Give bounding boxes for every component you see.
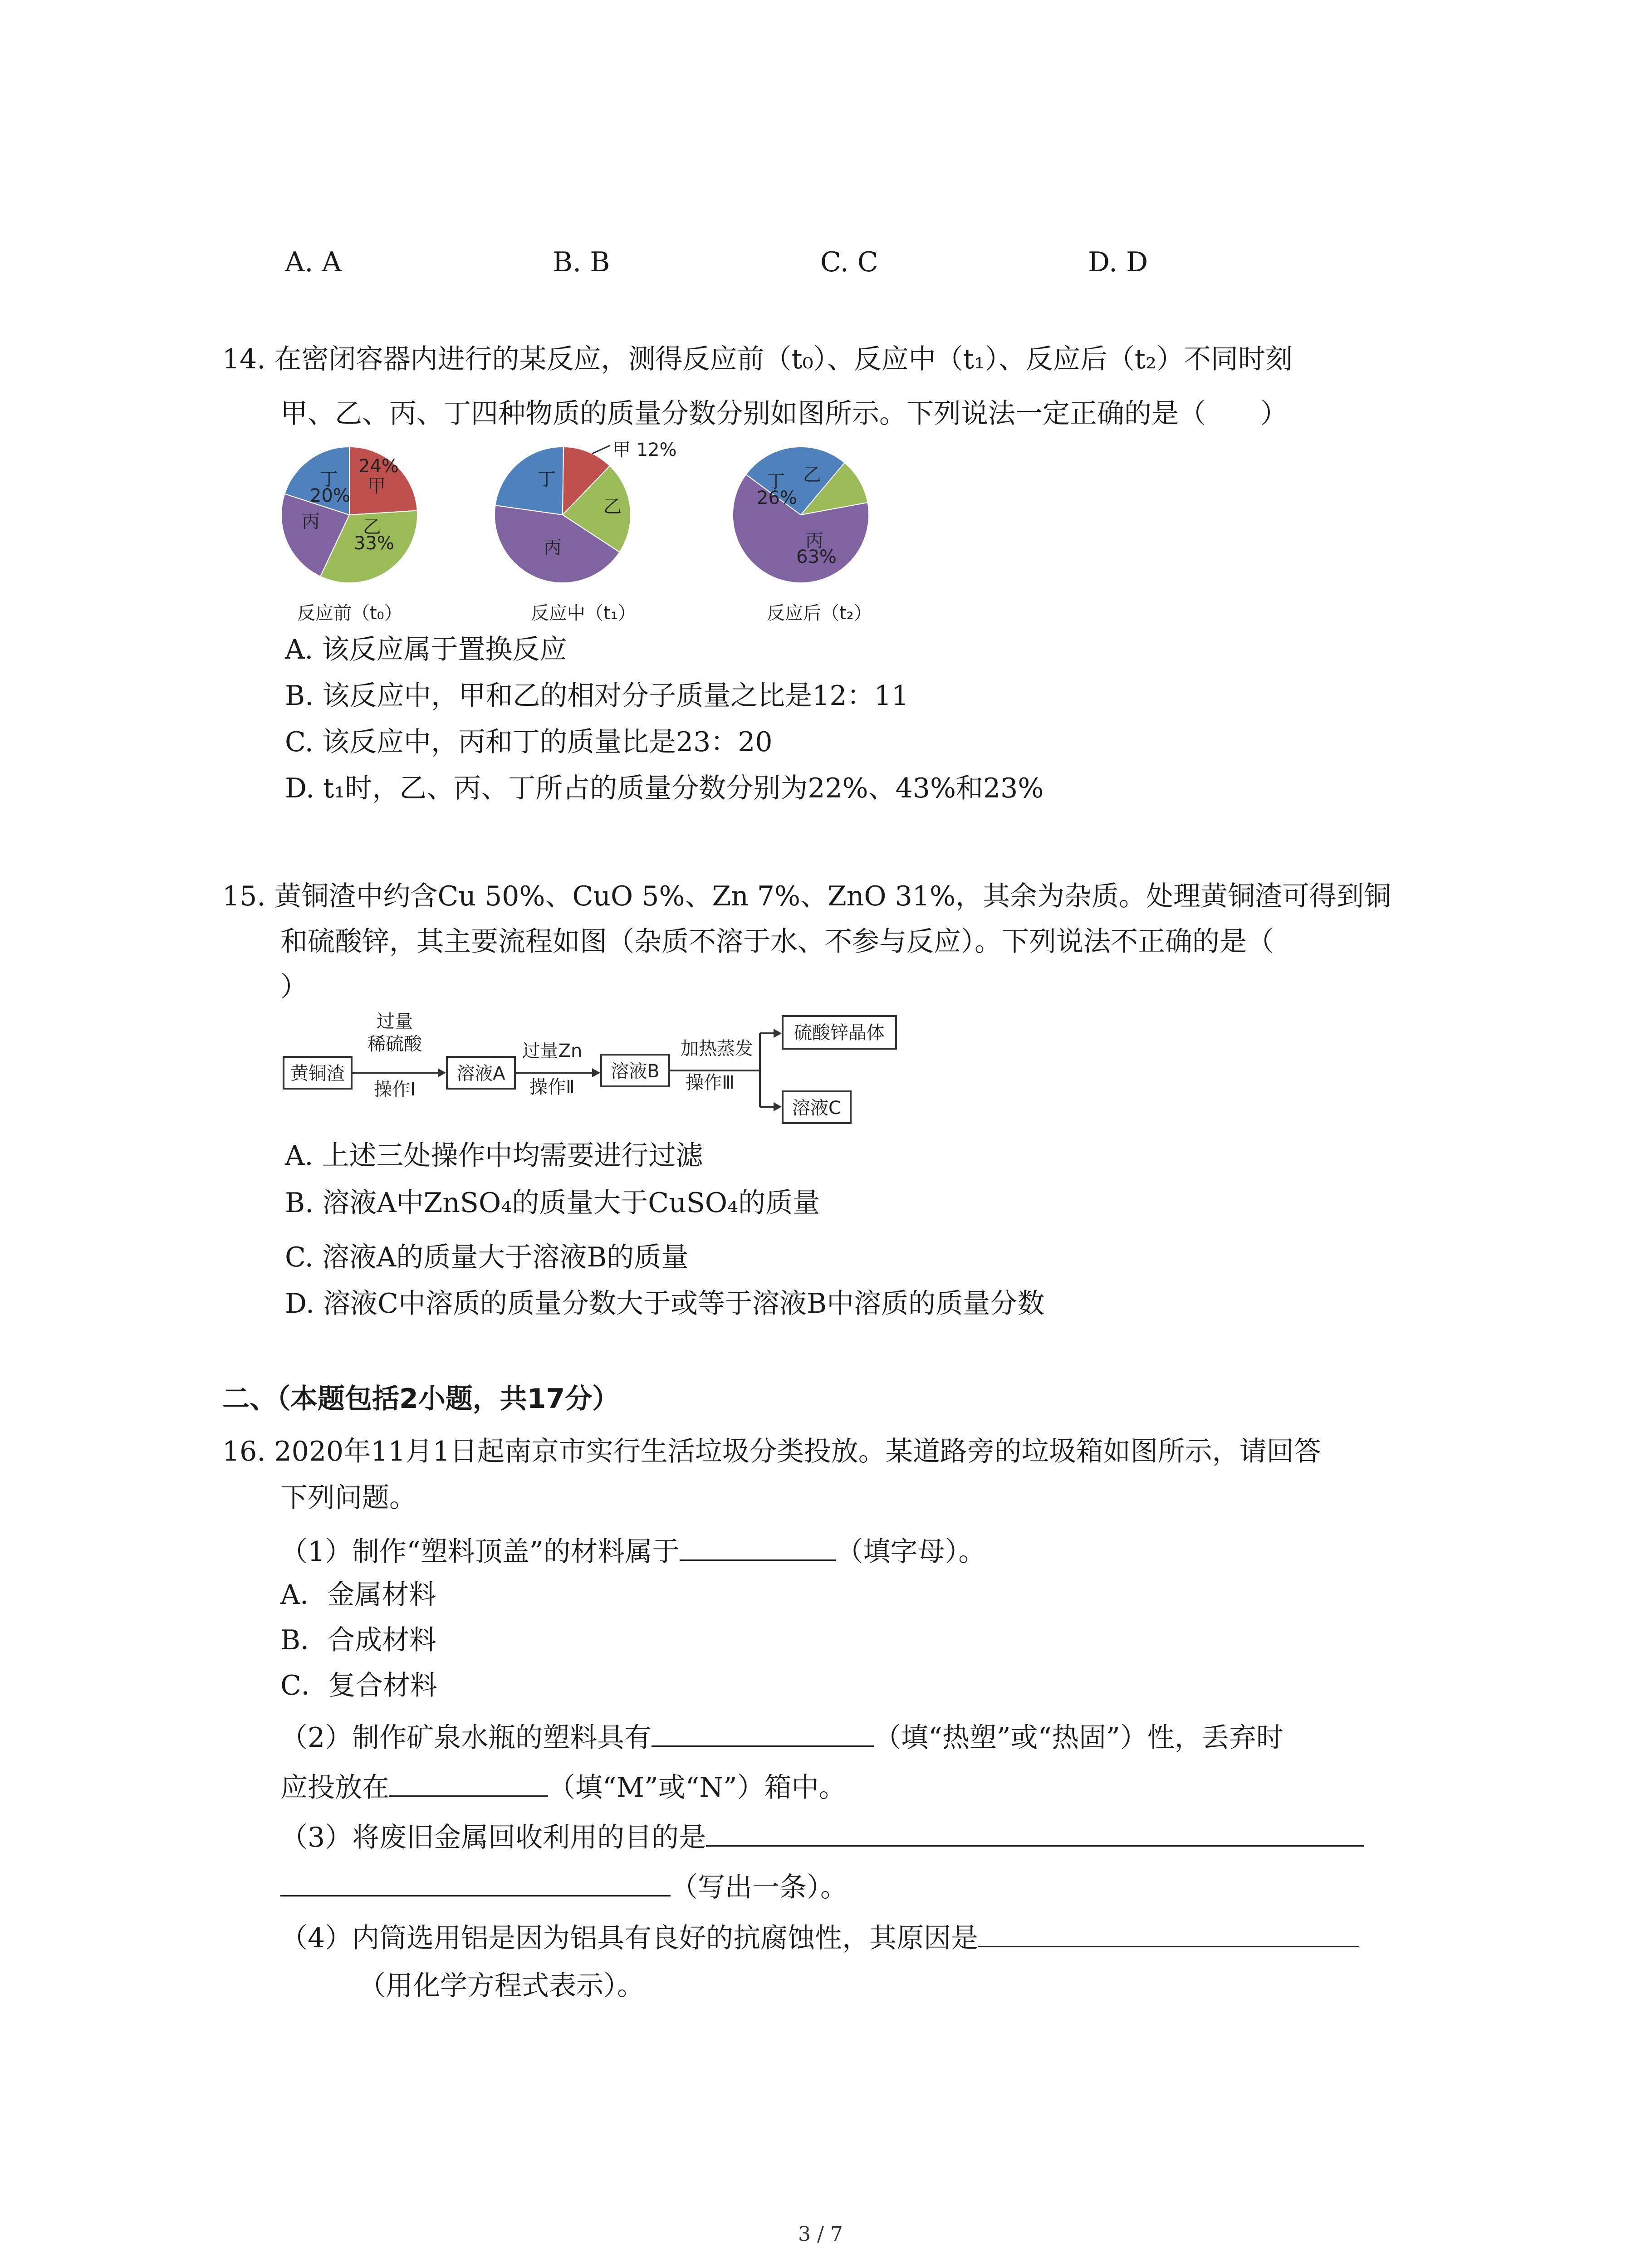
q16-stem-line1: 16. 2020年11月1日起南京市实行生活垃圾分类投放。某道路旁的垃圾箱如图所示，请回答	[222, 1436, 1321, 1467]
q15-option-b: B. 溶液A中ZnSO₄的质量大于CuSO₄的质量	[285, 1187, 820, 1219]
page-number: 3 / 7	[798, 2223, 843, 2246]
q16-part4-prefix: （4）内筒选用铝是因为铝具有良好的抗腐蚀性，其原因是	[280, 1922, 979, 1954]
flow-step1-c: 操作Ⅰ	[374, 1079, 416, 1100]
q13-option-c: C. C	[820, 246, 878, 278]
pie2-label-ding-pct: 26%	[757, 488, 797, 508]
q16-part2-prefix: （2）制作矿泉水瓶的塑料具有	[280, 1722, 652, 1754]
q14-option-b: B. 该反应中，甲和乙的相对分子质量之比是12：11	[285, 680, 909, 712]
pie0-label-bing: 丙	[302, 511, 320, 532]
pie2-caption: 反应后（t₂）	[767, 603, 872, 624]
section-2-title: 二、（本题包括2小题，共17分）	[222, 1383, 620, 1415]
q16-part3-suffix: （写出一条）。	[671, 1872, 847, 1903]
q16-stem-line2: 下列问题。	[280, 1482, 416, 1514]
q16-part3-line2	[280, 1867, 847, 1906]
q16-part1-option-c: C．复合材料	[280, 1670, 437, 1701]
q16-part3-answer-blank-1[interactable]	[706, 1817, 1364, 1847]
q16-part1-option-b: B．合成材料	[280, 1624, 437, 1656]
q16-part2-line2-prefix: 应投放在	[280, 1772, 389, 1804]
q16-part2-suffix: （填“热塑”或“热固”）性，丢弃时	[874, 1722, 1283, 1754]
pie-during-leader-line	[592, 445, 610, 454]
pie1-label-bing: 丙	[544, 537, 562, 558]
pie0-label-yi-pct: 33%	[354, 533, 394, 554]
flow-step2-b: 操作Ⅱ	[529, 1077, 575, 1098]
pie1-label-ding: 丁	[538, 469, 556, 490]
pie1-caption: 反应中（t₁）	[531, 603, 636, 624]
q16-part2-answer-blank-2[interactable]	[389, 1767, 548, 1797]
q14-stem-line1: 14. 在密闭容器内进行的某反应，测得反应前（t₀）、反应中（t₁）、反应后（t₂）不同时刻	[222, 343, 1293, 375]
q16-part3-answer-blank-2[interactable]	[280, 1867, 671, 1897]
flow-box-solution-b-text: 溶液B	[611, 1061, 660, 1082]
q15-flowchart	[279, 1002, 914, 1139]
pie2-label-bing: 丙	[805, 530, 823, 551]
flow-box-solution-c-text: 溶液C	[792, 1098, 841, 1119]
flow-box-brass-text: 黄铜渣	[290, 1063, 345, 1084]
flow-box-zinc-sulfate-text: 硫酸锌晶体	[794, 1022, 885, 1043]
pie0-label-yi: 乙	[363, 517, 381, 538]
pie0-label-jia: 甲	[367, 476, 386, 497]
pie0-label-ding: 丁	[320, 469, 338, 490]
q16-part2-line1	[280, 1717, 1283, 1756]
flow-step3-b: 操作Ⅲ	[686, 1072, 735, 1093]
q15-option-a: A. 上述三处操作中均需要进行过滤	[285, 1140, 703, 1172]
flow-step3-a: 加热蒸发	[681, 1038, 753, 1059]
q16-part1-prefix: （1）制作“塑料顶盖”的材料属于	[280, 1536, 680, 1568]
q15-option-d: D. 溶液C中溶质的质量分数大于或等于溶液B中溶质的质量分数	[285, 1288, 1045, 1320]
q16-part1-answer-blank[interactable]	[680, 1531, 836, 1561]
flow-box-solution-a-text: 溶液A	[456, 1063, 505, 1084]
q16-part1-suffix: （填字母）。	[836, 1536, 986, 1568]
q15-stem-line1: 15. 黄铜渣中约含Cu 50%、CuO 5%、Zn 7%、ZnO 31%，其余为杂质。处理黄铜渣可得到铜	[222, 880, 1391, 912]
q16-part2-line2-suffix: （填“M”或“N”）箱中。	[548, 1772, 846, 1804]
flow-step1-a: 过量	[377, 1011, 413, 1032]
q16-part3-prefix: （3）将废旧金属回收利用的目的是	[280, 1822, 706, 1853]
q16-part4-answer-blank[interactable]	[978, 1918, 1359, 1947]
pie1-label-jia: 甲 12%	[612, 440, 677, 460]
q16-part2-answer-blank-1[interactable]	[652, 1717, 874, 1747]
q15-stem-line2: 和硫酸锌，其主要流程如图（杂质不溶于水、不参与反应）。下列说法不正确的是（	[280, 926, 1274, 958]
q14-option-d: D. t₁时，乙、丙、丁所占的质量分数分别为22%、43%和23%	[285, 772, 1044, 804]
q16-part2-line2	[280, 1767, 846, 1806]
q14-option-c: C. 该反应中，丙和丁的质量比是23：20	[285, 726, 773, 758]
q13-option-b: B. B	[553, 246, 610, 278]
q14-stem-line2: 甲、乙、丙、丁四种物质的质量分数分别如图所示。下列说法一定正确的是（ ）	[280, 398, 1288, 430]
pie2-label-ding: 丁	[767, 471, 785, 492]
pie0-label-jia-pct: 24%	[358, 456, 399, 477]
pie1-label-yi: 乙	[603, 496, 622, 517]
q16-part4-line1	[280, 1918, 1359, 1956]
q15-option-c: C. 溶液A的质量大于溶液B的质量	[285, 1242, 689, 1273]
q16-part1	[280, 1531, 986, 1570]
q15-stem-line3: ）	[280, 971, 308, 1003]
flow-step1-b: 稀硫酸	[367, 1034, 422, 1055]
q13-option-d: D. D	[1088, 246, 1148, 278]
q16-part1-option-a: A．金属材料	[280, 1579, 436, 1611]
q16-part4-line2: （用化学方程式表示）。	[358, 1970, 644, 2002]
pie0-caption: 反应前（t₀）	[297, 603, 402, 624]
pie2-label-yi: 乙	[803, 464, 821, 485]
pie0-label-ding-pct: 20%	[310, 485, 350, 506]
flow-step2-a: 过量Zn	[522, 1041, 583, 1061]
q14-option-a: A. 该反应属于置换反应	[285, 634, 567, 665]
pie2-label-bing-pct: 63%	[796, 547, 837, 567]
q13-option-a: A. A	[285, 246, 342, 278]
q16-part3-line1	[280, 1817, 1364, 1856]
